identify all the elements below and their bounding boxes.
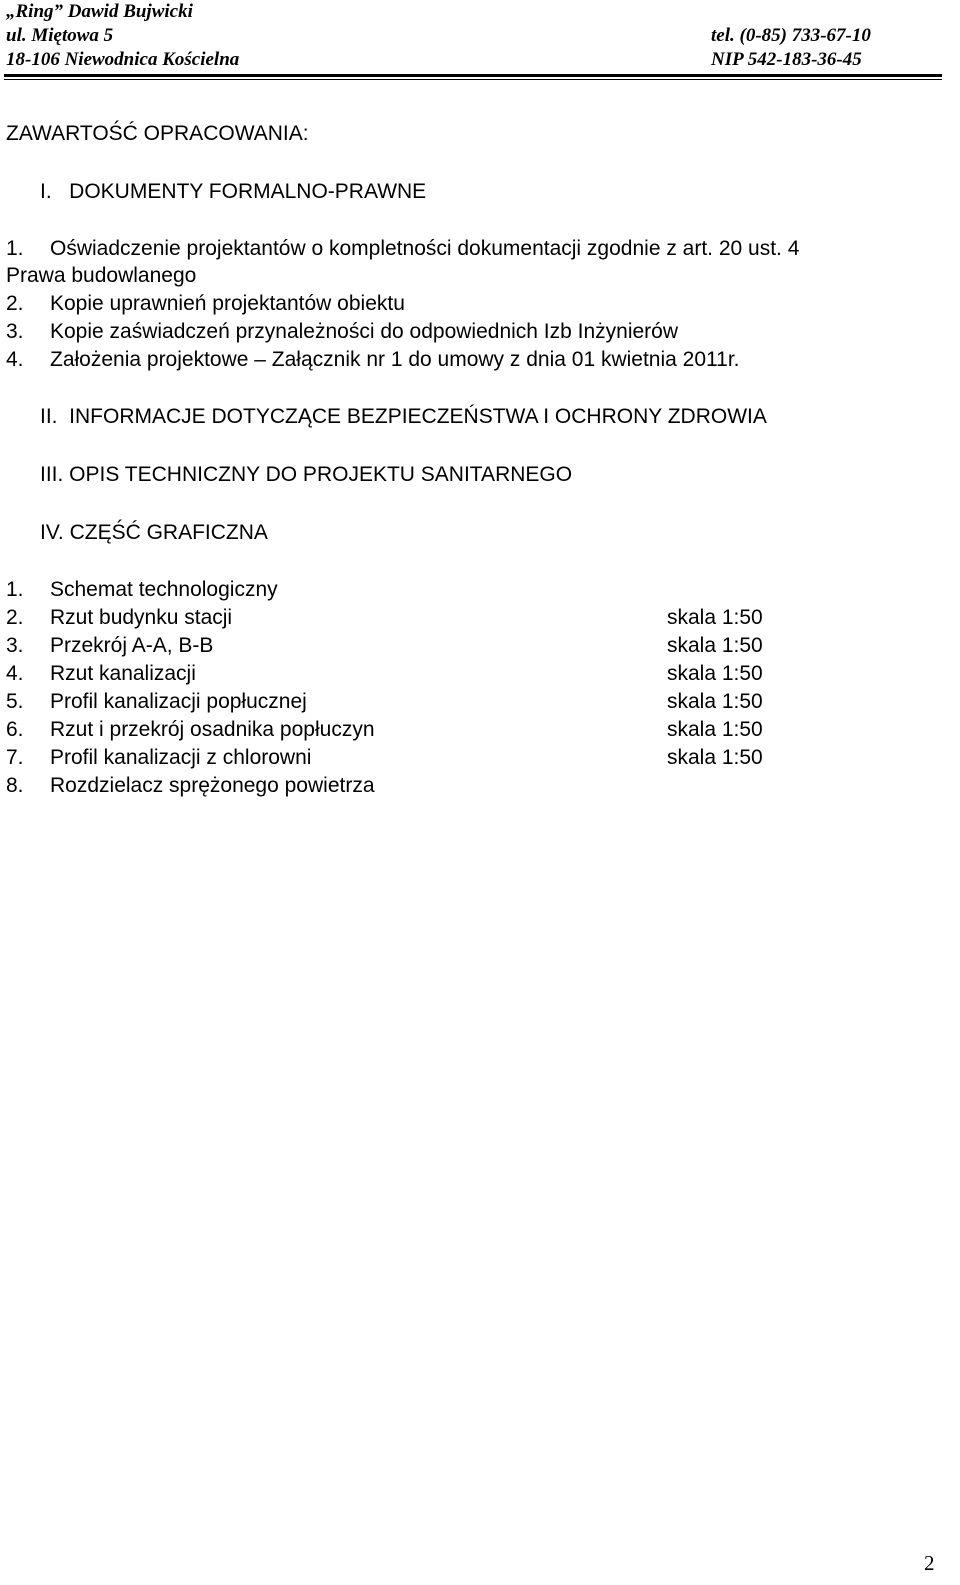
drawing-number: 4. [6,662,24,685]
drawing-number: 5. [6,690,24,713]
drawing-name: Schemat technologiczny [50,578,278,601]
list-item-number: 1. [6,237,24,260]
drawing-name: Rzut budynku stacji [50,606,233,629]
drawing-name: Rzut i przekrój osadnika popłuczyn [50,718,375,741]
drawing-number: 7. [6,746,24,769]
section-4-title: IV. CZĘŚĆ GRAFICZNA [40,521,268,544]
section-1-title: I. DOKUMENTY FORMALNO-PRAWNE [40,180,427,203]
company-street: ul. Miętowa 5 [6,25,114,46]
drawing-scale: skala 1:50 [667,746,763,769]
list-item-number: 3. [6,320,24,343]
drawing-name: Rozdzielacz sprężonego powietrza [50,774,375,797]
contents-heading: ZAWARTOŚĆ OPRACOWANIA: [6,122,309,145]
drawing-number: 8. [6,774,24,797]
list-item: Założenia projektowe – Załącznik nr 1 do umowy z dnia 01 kwietnia 2011r. [50,348,740,371]
drawing-number: 2. [6,606,24,629]
drawing-scale: skala 1:50 [667,662,763,685]
drawing-scale: skala 1:50 [667,606,763,629]
drawing-name: Przekrój A-A, B-B [50,634,214,657]
drawing-number: 3. [6,634,24,657]
company-city: 18-106 Niewodnica Kościelna [6,49,240,70]
drawing-scale: skala 1:50 [667,634,763,657]
letterhead [6,0,936,72]
list-item-number: 2. [6,292,24,315]
company-phone: tel. (0-85) 733-67-10 [711,25,871,46]
drawing-name: Rzut kanalizacji [50,662,196,685]
drawing-number: 6. [6,718,24,741]
drawing-name: Profil kanalizacji z chlorowni [50,746,312,769]
list-item: Oświadczenie projektantów o kompletności dokumentacji zgodnie z art. 20 ust. 4 [50,237,800,260]
company-name: „Ring” Dawid Bujwicki [6,1,193,22]
drawing-scale: skala 1:50 [667,718,763,741]
section-3-title: III. OPIS TECHNICZNY DO PROJEKTU SANITARNEGO [40,463,573,486]
company-nip: NIP 542-183-36-45 [711,49,862,70]
page-number: 2 [924,1551,935,1575]
list-item-continuation: Prawa budowlanego [6,264,197,287]
drawing-number: 1. [6,578,24,601]
drawing-scale: skala 1:50 [667,690,763,713]
drawing-name: Profil kanalizacji popłucznej [50,690,307,713]
section-2-title: II. INFORMACJE DOTYCZĄCE BEZPIECZEŃSTWA I OCHRONY ZDROWIA [40,405,767,428]
list-item: Kopie uprawnień projektantów obiektu [50,292,405,315]
list-item-number: 4. [6,348,24,371]
letterhead-divider-thin [4,79,942,80]
letterhead-divider-thick [4,74,942,77]
list-item: Kopie zaświadczeń przynależności do odpowiednich Izb Inżynierów [50,320,679,343]
